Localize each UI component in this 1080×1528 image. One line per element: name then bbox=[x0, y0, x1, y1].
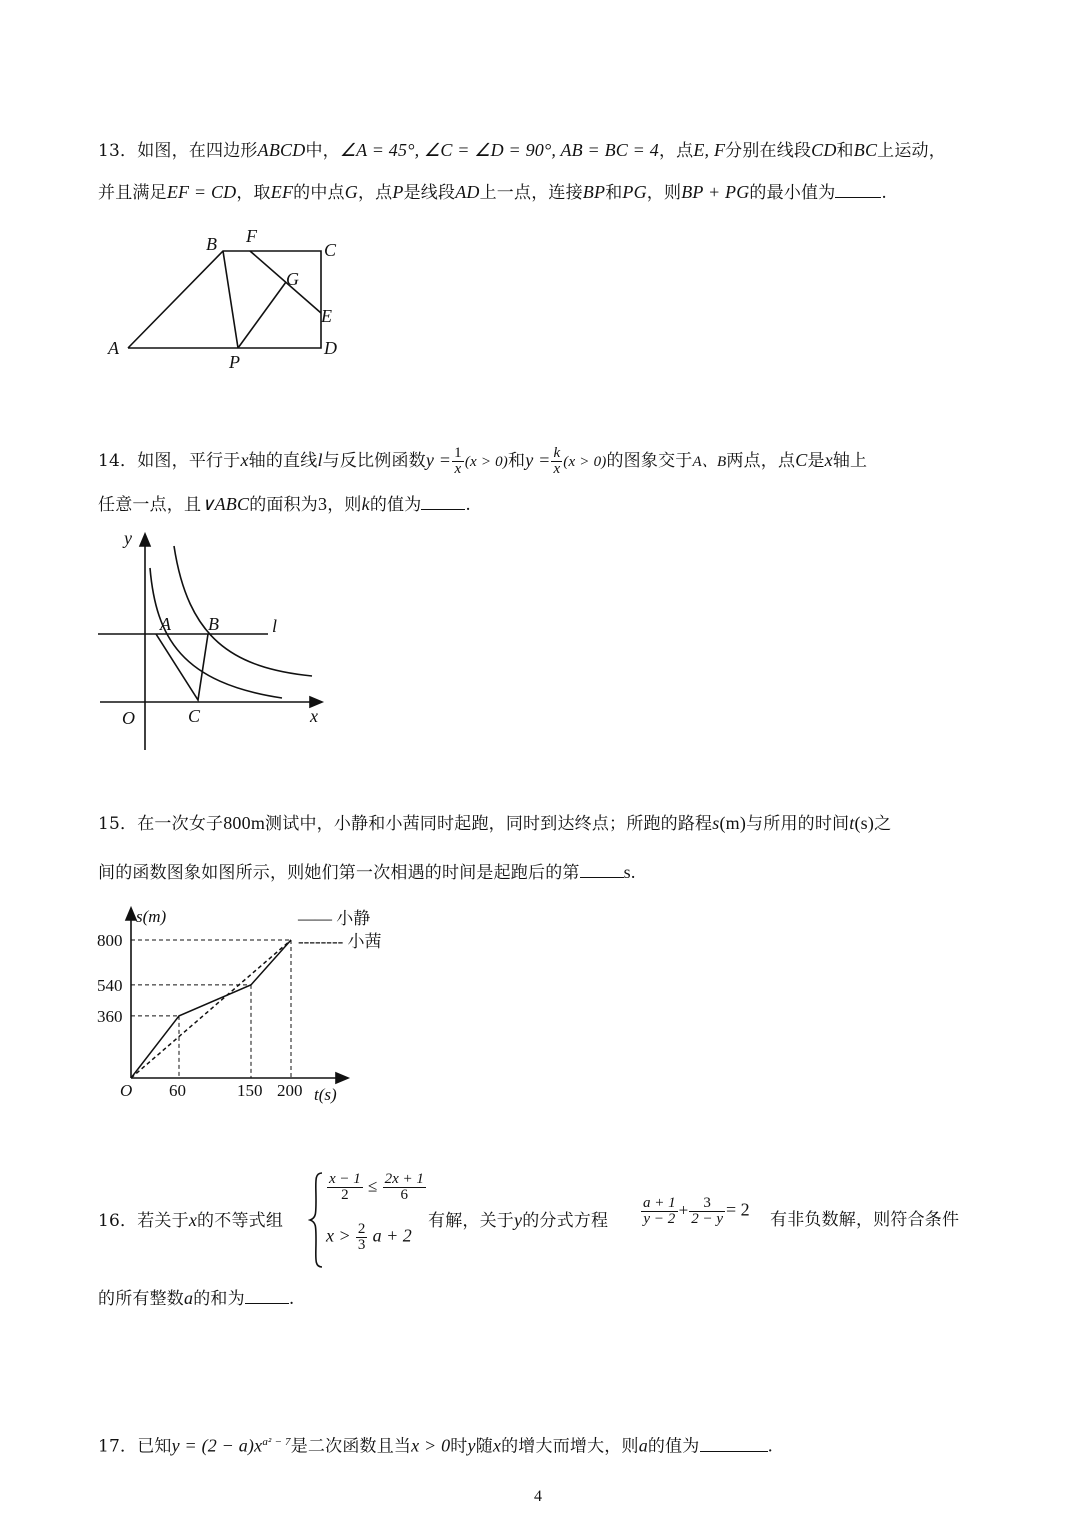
q14-text: 轴的直线 bbox=[248, 451, 318, 471]
q16-frac-two-thirds bbox=[356, 1222, 368, 1253]
q17-exponent: a² − 7 bbox=[262, 1436, 291, 1448]
q14-text: 的图象交于 bbox=[606, 451, 693, 471]
q13-text: 上运动， bbox=[877, 141, 946, 161]
q13-text: ，取 bbox=[236, 183, 271, 203]
q13-text: 分别在线段 bbox=[725, 141, 812, 161]
q16-answer-blank bbox=[245, 1285, 289, 1304]
q15-text: 测试中，小静和小茜同时起跑，同时到达终点；所跑的路程 bbox=[265, 814, 713, 834]
q13-label-g: G bbox=[286, 269, 299, 289]
q15-series-xiaoqian bbox=[131, 940, 291, 1078]
q16-text: 有解，关于 bbox=[428, 1211, 514, 1231]
q17-text: 随 bbox=[475, 1436, 493, 1457]
q16-fraction-equation bbox=[640, 1196, 750, 1227]
q13-text: ，点 bbox=[658, 141, 694, 161]
frac-numerator: a + 1 bbox=[643, 1195, 676, 1211]
q13-text: 上一点，连接 bbox=[479, 183, 583, 203]
q16-frac-left bbox=[327, 1172, 363, 1203]
q17-function: y = (2 − a)x bbox=[171, 1435, 263, 1456]
q13-label-e: E bbox=[321, 306, 332, 326]
q15-y-arrow bbox=[126, 908, 136, 920]
q13-seg-bp: BP bbox=[582, 182, 606, 202]
q13-seg-bc: BC bbox=[853, 140, 878, 160]
q14-text: 任意一点，且 bbox=[98, 495, 202, 515]
q17-number: 17．已知 bbox=[98, 1436, 172, 1457]
q13-point-p: P bbox=[392, 182, 404, 202]
q16-rest: a + 2 bbox=[372, 1225, 412, 1246]
q15-y-tick-label: 540 bbox=[97, 975, 123, 995]
q17-var-a: a bbox=[638, 1435, 648, 1456]
q15-x-tick-label: 60 bbox=[169, 1081, 186, 1100]
q13-text: ，点 bbox=[357, 183, 393, 203]
q16-inequality-2 bbox=[326, 1222, 412, 1253]
q16-line-1a bbox=[98, 1206, 283, 1235]
q14-var: x bbox=[240, 450, 249, 470]
q13-label-b: B bbox=[206, 234, 217, 254]
q17-condition: x > 0 bbox=[411, 1435, 451, 1456]
q13-text: 的最小值为 bbox=[749, 183, 836, 203]
q14-figure bbox=[92, 528, 337, 758]
q15-text: 之 bbox=[874, 814, 892, 834]
q15-chart bbox=[92, 900, 402, 1110]
q16-var-a: a bbox=[184, 1288, 194, 1308]
q15-y-axis-label: s(m) bbox=[136, 907, 167, 926]
q16-inequality-1 bbox=[326, 1172, 427, 1203]
q15-var-s: s bbox=[712, 813, 720, 833]
q16-line-2 bbox=[98, 1284, 294, 1313]
q14-label-o: O bbox=[122, 708, 135, 728]
q17-text: 时 bbox=[450, 1436, 468, 1457]
frac-numerator: x − 1 bbox=[329, 1171, 361, 1187]
q14-label-c: C bbox=[188, 706, 201, 726]
q14-label-l: l bbox=[272, 616, 278, 636]
q15-line-2 bbox=[98, 858, 636, 887]
q13-seg-ef: EF bbox=[270, 182, 294, 202]
q16-line-1c bbox=[770, 1206, 959, 1234]
q14-y-arrow bbox=[140, 534, 150, 546]
q15-unit-m: (m) bbox=[719, 813, 747, 833]
q14-point-c: C bbox=[795, 450, 808, 470]
q15-x-tick-label: 150 bbox=[237, 1081, 263, 1100]
q13-seg-pg bbox=[238, 282, 286, 348]
q14-text: . bbox=[465, 495, 472, 515]
q13-text: 和 bbox=[605, 183, 623, 203]
q14-line-1 bbox=[98, 440, 867, 482]
q14-text: 是 bbox=[807, 451, 825, 471]
q14-area-value: 3 bbox=[318, 494, 328, 514]
q13-text: 中， bbox=[305, 141, 340, 161]
q15-number: 15．在一次女子 bbox=[98, 814, 224, 834]
q15-text: 间的函数图象如图所示，则她们第一次相遇的时间是起跑后的第 bbox=[98, 863, 580, 883]
q14-func1-lhs: y = bbox=[425, 450, 452, 470]
q16-text: 有非负数解，则符合条件 bbox=[770, 1210, 960, 1230]
frac-denominator: x bbox=[553, 461, 561, 477]
q16-text: 的分式方程 bbox=[522, 1211, 609, 1231]
q13-text: 并且满足 bbox=[98, 183, 167, 203]
q16-var-y: y bbox=[514, 1210, 523, 1230]
q16-lhs: x > bbox=[326, 1225, 351, 1246]
q17-line bbox=[98, 1428, 773, 1461]
q13-number: 13．如图，在四边形 bbox=[98, 141, 258, 161]
q17-var-x: x bbox=[492, 1435, 502, 1456]
q16-frac-right bbox=[383, 1172, 426, 1203]
q14-line-2 bbox=[98, 490, 471, 519]
frac-numerator: 1 bbox=[454, 445, 462, 461]
q13-text: ，则 bbox=[646, 183, 682, 203]
q16-text: 的和为 bbox=[193, 1289, 245, 1309]
q13-answer-blank bbox=[835, 179, 881, 198]
q15-unit-s: (s) bbox=[854, 813, 875, 833]
q14-number: 14．如图，平行于 bbox=[98, 451, 241, 471]
q13-text: . bbox=[881, 183, 888, 203]
q13-label-c: C bbox=[324, 240, 337, 260]
q14-label-a: A bbox=[160, 614, 171, 634]
q17-text: 是二次函数且当 bbox=[290, 1436, 412, 1457]
q14-triangle-abc bbox=[156, 634, 208, 700]
frac-numerator: 2 bbox=[357, 1221, 366, 1237]
q14-text: 和 bbox=[507, 451, 526, 471]
q16-text: 的不等式组 bbox=[197, 1211, 284, 1231]
q14-var-k: k bbox=[361, 494, 370, 514]
q15-legend-qian: -------- 小茜 bbox=[298, 932, 382, 951]
q16-text: . bbox=[288, 1289, 295, 1309]
q16-plus: + bbox=[678, 1200, 689, 1220]
q16-rhs: = 2 bbox=[726, 1199, 750, 1220]
q14-func2-fraction bbox=[551, 446, 562, 477]
q14-var: x bbox=[824, 450, 833, 470]
q13-label-a: A bbox=[108, 338, 119, 358]
q14-text: 轴上 bbox=[832, 451, 868, 471]
frac-denominator: 2 bbox=[341, 1187, 349, 1203]
q14-text: ，则 bbox=[327, 495, 362, 515]
q16-line-1b bbox=[428, 1206, 608, 1235]
q14-text: 两点，点 bbox=[726, 451, 796, 471]
q17-text: 的值为 bbox=[647, 1436, 700, 1457]
q14-curve-2 bbox=[174, 546, 312, 676]
q17-text: . bbox=[767, 1436, 774, 1457]
q15-legend-jing: —— 小静 bbox=[298, 909, 371, 928]
frac-denominator: y − 2 bbox=[643, 1211, 676, 1227]
q14-func1-fraction bbox=[452, 446, 464, 477]
q14-func2-domain: (x > 0) bbox=[563, 454, 607, 470]
q14-triangle: ∨ABC bbox=[201, 494, 250, 514]
q16-var-x: x bbox=[188, 1210, 198, 1230]
q13-condition: EF = CD bbox=[166, 182, 237, 202]
q13-condition: ∠A = 45°, ∠C = ∠D = 90°, AB = BC = 4 bbox=[339, 140, 659, 160]
q15-x-arrow bbox=[336, 1073, 348, 1083]
q13-sum: BP + PG bbox=[681, 182, 750, 202]
q16-eq-frac-1 bbox=[641, 1196, 678, 1227]
q15-line-1 bbox=[98, 808, 891, 839]
q16-number: 16．若关于 bbox=[98, 1211, 189, 1231]
q13-figure bbox=[100, 220, 360, 380]
q13-point-g: G bbox=[344, 182, 358, 202]
q15-text: 与所用的时间 bbox=[746, 814, 850, 834]
q15-series-group bbox=[131, 940, 291, 1078]
q16-text: 的所有整数 bbox=[98, 1289, 184, 1309]
q17-answer-blank bbox=[700, 1433, 768, 1452]
q14-label-x: x bbox=[310, 706, 318, 726]
q15-y-tick-label: 360 bbox=[97, 1006, 123, 1026]
q17-var-y: y bbox=[467, 1435, 476, 1456]
frac-denominator: 3 bbox=[357, 1237, 366, 1253]
q13-seg-ad: AD bbox=[455, 182, 480, 202]
q15-distance: 800m bbox=[223, 813, 266, 833]
q13-line-2 bbox=[98, 178, 887, 207]
q15-var-t: t bbox=[849, 813, 855, 833]
q16-op: ≤ bbox=[368, 1176, 378, 1196]
q14-label-b: B bbox=[208, 614, 219, 634]
q15-answer-blank bbox=[580, 859, 624, 878]
frac-denominator: 6 bbox=[400, 1187, 409, 1203]
q15-y-tick-label: 800 bbox=[97, 931, 123, 950]
q13-text: 是线段 bbox=[403, 183, 456, 203]
q13-seg-pg: PG bbox=[622, 182, 647, 202]
q13-text: 的中点 bbox=[293, 183, 345, 203]
q14-text: 的面积为 bbox=[249, 495, 318, 515]
q13-line-1 bbox=[98, 136, 946, 165]
q13-label-d: D bbox=[324, 338, 337, 358]
q13-points-ef: E, F bbox=[693, 140, 726, 160]
q14-text: 与反比例函数 bbox=[322, 451, 426, 471]
q14-var: l bbox=[317, 450, 323, 470]
q14-func2-lhs: y = bbox=[525, 450, 551, 470]
frac-numerator: k bbox=[553, 445, 561, 461]
q14-answer-blank bbox=[421, 491, 465, 510]
q13-label-f: F bbox=[246, 226, 257, 246]
q13-seg-bp bbox=[223, 251, 238, 348]
q16-eq-frac-2 bbox=[689, 1196, 725, 1227]
q14-points-ab: A、B bbox=[692, 454, 727, 470]
q17-text: 的增大而增大，则 bbox=[501, 1436, 639, 1457]
frac-denominator: 2 − y bbox=[691, 1211, 723, 1227]
q14-text: 的值为 bbox=[369, 495, 422, 515]
frac-numerator: 3 bbox=[689, 1196, 725, 1212]
q13-seg-cd: CD bbox=[811, 140, 837, 160]
q15-origin-label: O bbox=[120, 1081, 133, 1100]
q15-x-tick-label: 200 bbox=[277, 1081, 303, 1100]
q13-label-p: P bbox=[229, 352, 240, 372]
q15-text: s. bbox=[623, 862, 636, 882]
q16-system-brace bbox=[308, 1170, 324, 1270]
q14-func1-domain: (x > 0) bbox=[464, 454, 508, 470]
q13-quad: ABCD bbox=[257, 140, 306, 160]
frac-numerator: 2x + 1 bbox=[384, 1171, 424, 1187]
q13-text: 和 bbox=[836, 141, 854, 161]
frac-denominator: x bbox=[454, 461, 462, 477]
q14-label-y: y bbox=[124, 528, 132, 548]
page-number: 4 bbox=[534, 1488, 542, 1505]
q15-x-axis-label: t(s) bbox=[314, 1085, 337, 1104]
